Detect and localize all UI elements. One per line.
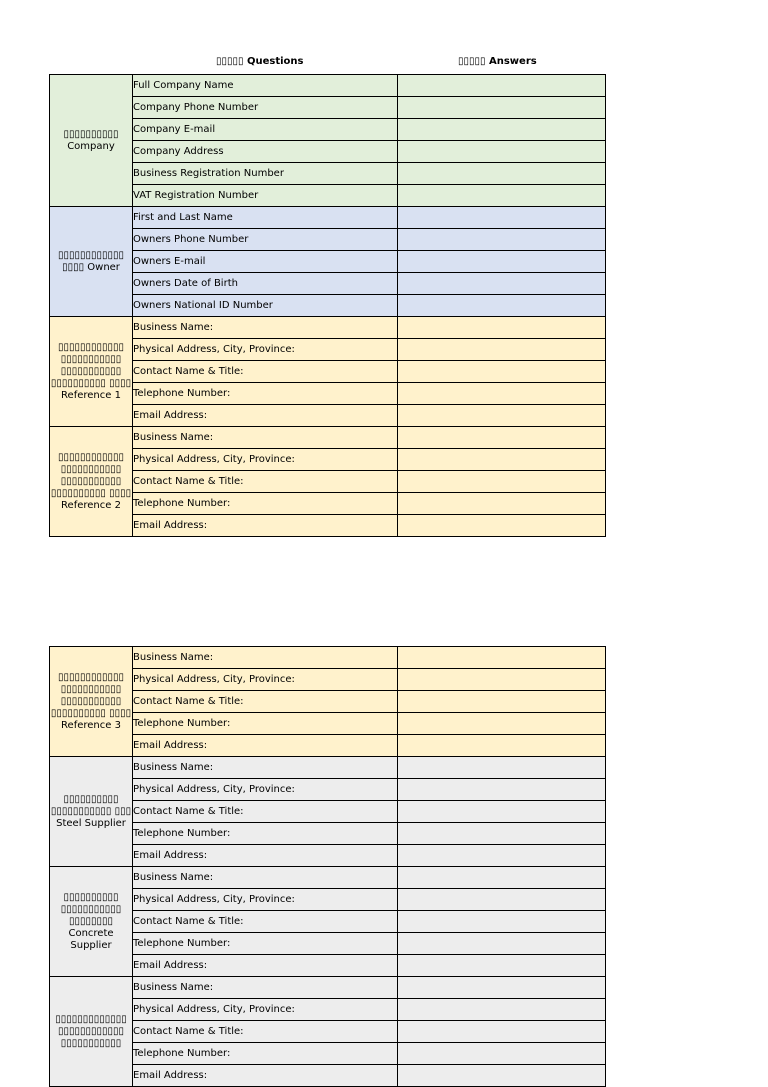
question-cell: Physical Address, City, Province: bbox=[133, 779, 398, 801]
answer-cell[interactable] bbox=[398, 647, 606, 669]
answer-cell[interactable] bbox=[398, 955, 606, 977]
question-cell: Business Name: bbox=[133, 317, 398, 339]
question-cell: Telephone Number: bbox=[133, 493, 398, 515]
answer-cell[interactable] bbox=[398, 339, 606, 361]
answer-cell[interactable] bbox=[398, 1065, 606, 1087]
question-cell: Business Name: bbox=[133, 867, 398, 889]
table-row bbox=[50, 889, 606, 911]
answer-cell[interactable] bbox=[398, 515, 606, 537]
question-cell: Physical Address, City, Province: bbox=[133, 999, 398, 1021]
answer-cell[interactable] bbox=[398, 317, 606, 339]
table-row bbox=[50, 295, 606, 317]
question-cell: Email Address: bbox=[133, 405, 398, 427]
question-cell: Company Phone Number bbox=[133, 97, 398, 119]
table-row bbox=[50, 163, 606, 185]
table-row bbox=[50, 801, 606, 823]
section-label: ▯▯▯▯▯▯▯▯▯▯▯▯ ▯▯▯▯▯▯▯▯▯▯▯ ▯▯▯▯▯▯▯▯▯▯▯ ▯▯▯▯▯▯▯▯▯▯ ▯▯▯▯ Reference 3 bbox=[50, 647, 133, 757]
table-row bbox=[50, 317, 606, 339]
answer-cell[interactable] bbox=[398, 999, 606, 1021]
answer-cell[interactable] bbox=[398, 977, 606, 999]
question-cell: First and Last Name bbox=[133, 207, 398, 229]
question-cell: Contact Name & Title: bbox=[133, 471, 398, 493]
table-row bbox=[50, 955, 606, 977]
answer-cell[interactable] bbox=[398, 867, 606, 889]
question-cell: Company Address bbox=[133, 141, 398, 163]
section-label: ▯▯▯▯▯▯▯▯▯▯ ▯▯▯▯▯▯▯▯▯▯▯ ▯▯▯▯▯▯▯▯ Concrete Supplier bbox=[50, 867, 133, 977]
table-row bbox=[50, 141, 606, 163]
question-cell: Contact Name & Title: bbox=[133, 1021, 398, 1043]
question-cell: Owners Phone Number bbox=[133, 229, 398, 251]
answer-cell[interactable] bbox=[398, 449, 606, 471]
answer-cell[interactable] bbox=[398, 823, 606, 845]
answer-cell[interactable] bbox=[398, 119, 606, 141]
question-cell: Email Address: bbox=[133, 845, 398, 867]
table-row bbox=[50, 383, 606, 405]
question-cell: Email Address: bbox=[133, 955, 398, 977]
table-row bbox=[50, 449, 606, 471]
section-label: ▯▯▯▯▯▯▯▯▯▯ ▯▯▯▯▯▯▯▯▯▯▯ ▯▯▯ Steel Supplier bbox=[50, 757, 133, 867]
answer-cell[interactable] bbox=[398, 757, 606, 779]
question-cell: Business Name: bbox=[133, 427, 398, 449]
question-cell: Telephone Number: bbox=[133, 713, 398, 735]
question-cell: Owners E-mail bbox=[133, 251, 398, 273]
answer-cell[interactable] bbox=[398, 845, 606, 867]
question-cell: VAT Registration Number bbox=[133, 185, 398, 207]
answer-cell[interactable] bbox=[398, 691, 606, 713]
answer-cell[interactable] bbox=[398, 713, 606, 735]
question-cell: Business Name: bbox=[133, 757, 398, 779]
answer-cell[interactable] bbox=[398, 295, 606, 317]
answer-cell[interactable] bbox=[398, 735, 606, 757]
question-cell: Contact Name & Title: bbox=[133, 361, 398, 383]
question-cell: Contact Name & Title: bbox=[133, 691, 398, 713]
table-row bbox=[50, 691, 606, 713]
table-row bbox=[50, 427, 606, 449]
table-row bbox=[50, 251, 606, 273]
table-row bbox=[50, 713, 606, 735]
answer-cell[interactable] bbox=[398, 185, 606, 207]
answer-cell[interactable] bbox=[398, 779, 606, 801]
table-row bbox=[50, 977, 606, 999]
answer-cell[interactable] bbox=[398, 97, 606, 119]
answer-cell[interactable] bbox=[398, 669, 606, 691]
answer-cell[interactable] bbox=[398, 933, 606, 955]
question-cell: Physical Address, City, Province: bbox=[133, 449, 398, 471]
answer-cell[interactable] bbox=[398, 163, 606, 185]
question-cell: Email Address: bbox=[133, 1065, 398, 1087]
table-row bbox=[50, 735, 606, 757]
question-cell: Telephone Number: bbox=[133, 933, 398, 955]
question-cell: Contact Name & Title: bbox=[133, 801, 398, 823]
question-cell: Company E-mail bbox=[133, 119, 398, 141]
question-cell: Telephone Number: bbox=[133, 823, 398, 845]
section-label: ▯▯▯▯▯▯▯▯▯▯▯▯ ▯▯▯▯ Owner bbox=[50, 207, 133, 317]
answer-cell[interactable] bbox=[398, 801, 606, 823]
table-row bbox=[50, 97, 606, 119]
table-row bbox=[50, 273, 606, 295]
answer-cell[interactable] bbox=[398, 251, 606, 273]
table-row bbox=[50, 933, 606, 955]
table-row bbox=[50, 119, 606, 141]
question-cell: Full Company Name bbox=[133, 75, 398, 97]
answer-cell[interactable] bbox=[398, 889, 606, 911]
answer-cell[interactable] bbox=[398, 405, 606, 427]
section-label: ▯▯▯▯▯▯▯▯▯▯▯▯▯ ▯▯▯▯▯▯▯▯▯▯▯▯ ▯▯▯▯▯▯▯▯▯▯▯ bbox=[50, 977, 133, 1087]
answer-cell[interactable] bbox=[398, 75, 606, 97]
table-row bbox=[50, 647, 606, 669]
question-cell: Business Name: bbox=[133, 647, 398, 669]
question-cell: Telephone Number: bbox=[133, 383, 398, 405]
table-row bbox=[50, 1043, 606, 1065]
question-cell: Business Name: bbox=[133, 977, 398, 999]
questions-header: ▯▯▯▯▯ Questions bbox=[216, 56, 304, 67]
answer-cell[interactable] bbox=[398, 229, 606, 251]
question-cell: Owners National ID Number bbox=[133, 295, 398, 317]
question-cell: Email Address: bbox=[133, 515, 398, 537]
section-label: ▯▯▯▯▯▯▯▯▯▯▯▯ ▯▯▯▯▯▯▯▯▯▯▯ ▯▯▯▯▯▯▯▯▯▯▯ ▯▯▯▯▯▯▯▯▯▯ ▯▯▯▯ Reference 1 bbox=[50, 317, 133, 427]
question-cell: Email Address: bbox=[133, 735, 398, 757]
table-row bbox=[50, 405, 606, 427]
answer-cell[interactable] bbox=[398, 273, 606, 295]
section-label: ▯▯▯▯▯▯▯▯▯▯ Company bbox=[50, 75, 133, 207]
table-row bbox=[50, 867, 606, 889]
table-row bbox=[50, 779, 606, 801]
question-cell: Owners Date of Birth bbox=[133, 273, 398, 295]
answer-cell[interactable] bbox=[398, 911, 606, 933]
table-row bbox=[50, 1065, 606, 1087]
answer-cell[interactable] bbox=[398, 471, 606, 493]
answer-cell[interactable] bbox=[398, 1043, 606, 1065]
table-row bbox=[50, 493, 606, 515]
table-row bbox=[50, 75, 606, 97]
table-row bbox=[50, 999, 606, 1021]
table-row bbox=[50, 911, 606, 933]
answer-cell[interactable] bbox=[398, 383, 606, 405]
table-row bbox=[50, 207, 606, 229]
answer-cell[interactable] bbox=[398, 427, 606, 449]
table-row bbox=[50, 229, 606, 251]
table-row bbox=[50, 339, 606, 361]
question-cell: Telephone Number: bbox=[133, 1043, 398, 1065]
section-label: ▯▯▯▯▯▯▯▯▯▯▯▯ ▯▯▯▯▯▯▯▯▯▯▯ ▯▯▯▯▯▯▯▯▯▯▯ ▯▯▯▯▯▯▯▯▯▯ ▯▯▯▯ Reference 2 bbox=[50, 427, 133, 537]
question-cell: Physical Address, City, Province: bbox=[133, 339, 398, 361]
answers-header: ▯▯▯▯▯ Answers bbox=[458, 56, 537, 67]
question-cell: Physical Address, City, Province: bbox=[133, 669, 398, 691]
form-table-page-1 bbox=[49, 74, 606, 537]
table-row bbox=[50, 185, 606, 207]
table-row bbox=[50, 823, 606, 845]
question-cell: Physical Address, City, Province: bbox=[133, 889, 398, 911]
table-row bbox=[50, 669, 606, 691]
answer-cell[interactable] bbox=[398, 361, 606, 383]
answer-cell[interactable] bbox=[398, 493, 606, 515]
table-row bbox=[50, 471, 606, 493]
table-row bbox=[50, 361, 606, 383]
question-cell: Business Registration Number bbox=[133, 163, 398, 185]
answer-cell[interactable] bbox=[398, 141, 606, 163]
table-row bbox=[50, 515, 606, 537]
table-row bbox=[50, 845, 606, 867]
question-cell: Contact Name & Title: bbox=[133, 911, 398, 933]
answer-cell[interactable] bbox=[398, 207, 606, 229]
form-table-page-2 bbox=[49, 646, 606, 1087]
table-row bbox=[50, 757, 606, 779]
